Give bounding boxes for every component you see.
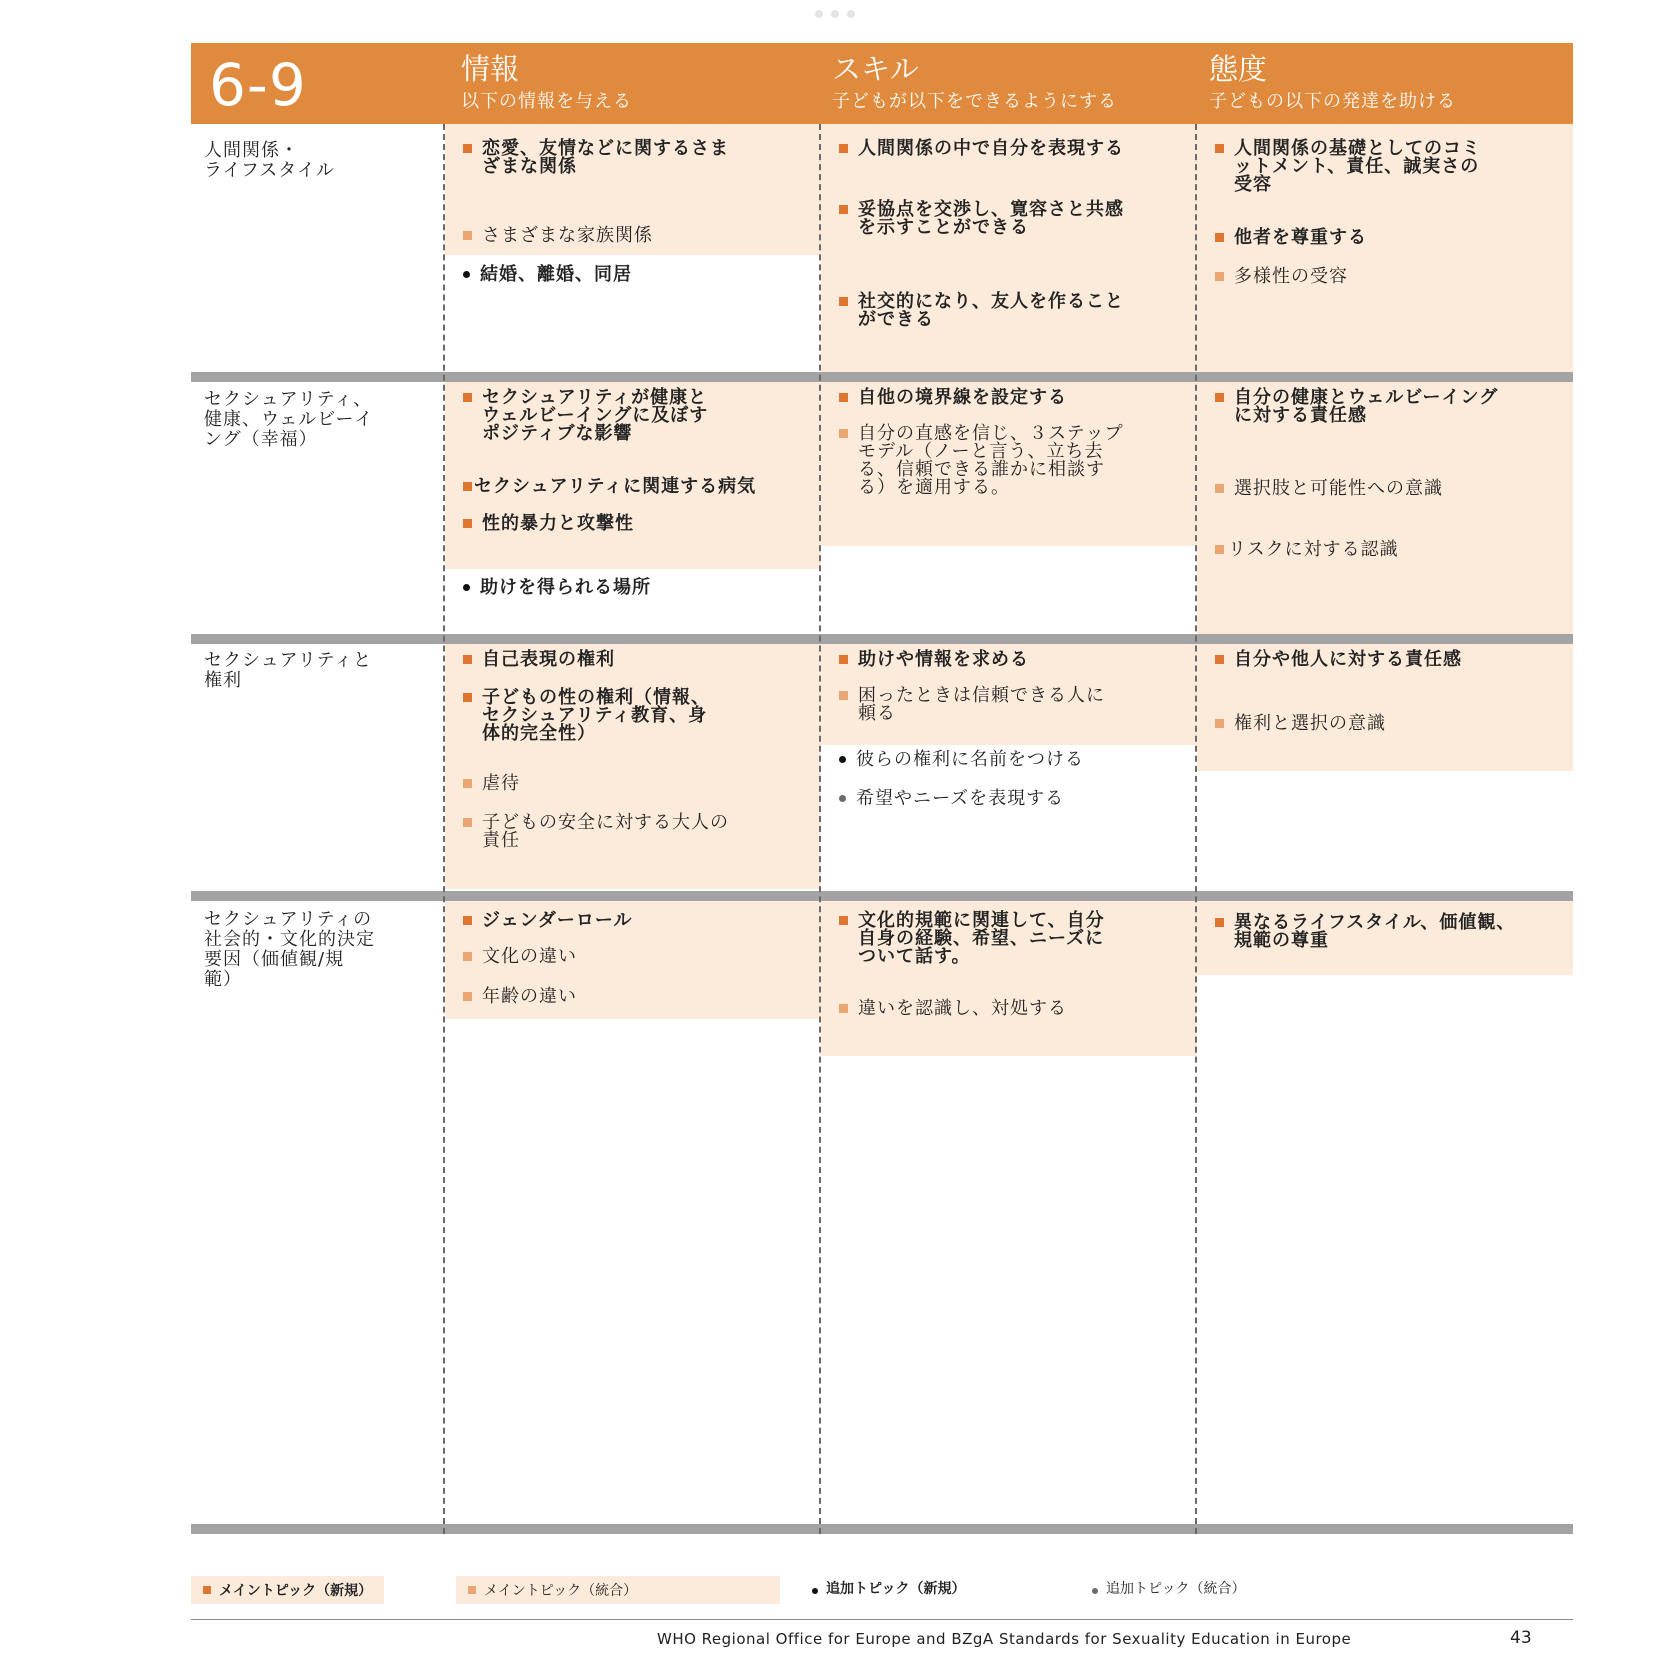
main-topic-new-marker: [839, 297, 848, 306]
list-item: さまざまな家族関係: [463, 227, 808, 245]
main-topic-new-marker: [463, 655, 472, 664]
main-topic-integrated-marker: [463, 231, 472, 240]
main-topic-new-marker: [463, 693, 472, 702]
main-topic-new-marker: [839, 916, 848, 925]
main-topic-new-marker: [203, 1586, 211, 1594]
list-item: 性的暴力と攻撃性: [463, 515, 808, 533]
column-divider: [819, 124, 821, 1534]
main-topic-new-marker: [463, 482, 472, 491]
main-topic-integrated-marker: [1215, 719, 1224, 728]
list-item: 妥協点を交渉し、寛容さと共感 を示すことができる: [839, 201, 1189, 237]
category-sexuality-rights: セクシュアリティと 権利: [204, 650, 373, 691]
list-item: 他者を尊重する: [1215, 229, 1565, 247]
main-topic-integrated-marker: [463, 818, 472, 827]
category-sexuality-health-wellbeing: セクシュアリティ、 健康、ウェルビーイ ング（幸福）: [204, 389, 374, 450]
age-range: 6-9: [209, 51, 307, 119]
header-skills-subtitle: 子どもが以下をできるようにする: [832, 91, 1117, 112]
list-item: 自分の健康とウェルビーイング に対する責任感: [1215, 389, 1570, 425]
list-item: 結婚、離婚、同居: [463, 266, 808, 284]
list-item: 文化の違い: [463, 948, 808, 966]
list-item: 子どもの性の権利（情報、 セクシュアリティ教育、身 体的完全性）: [463, 689, 808, 743]
additional-topic-new-marker: [839, 756, 846, 763]
main-topic-new-marker: [1215, 233, 1224, 242]
list-item: 恋愛、友情などに関するさま ざまな関係: [463, 140, 808, 176]
table-bottom-rule: [191, 1524, 1573, 1534]
list-item: リスクに対する認識: [1215, 541, 1565, 559]
page-number: 43: [1510, 1628, 1532, 1648]
header-skills: [832, 51, 1117, 115]
main-topic-integrated-marker: [463, 952, 472, 961]
main-topic-new-marker: [1215, 655, 1224, 664]
main-topic-integrated-marker: [463, 779, 472, 788]
category-relationships-lifestyles: 人間関係・ ライフスタイル: [204, 140, 335, 181]
main-topic-new-marker: [1215, 918, 1224, 927]
header-attitudes-subtitle: 子どもの以下の発達を助ける: [1209, 91, 1456, 112]
list-item: 多様性の受容: [1215, 268, 1565, 286]
legend-main-topic-new: メイントピック（新規）: [191, 1576, 384, 1604]
list-item: 自分の直感を信じ、３ステップ モデル（ノーと言う、立ち去 る、信頼できる誰かに相談す る）を適用する。: [839, 425, 1189, 497]
list-item: 希望やニーズを表現する: [839, 790, 1189, 808]
list-item: 自分や他人に対する責任感: [1215, 651, 1565, 669]
additional-topic-new-marker: [463, 584, 470, 591]
list-item: 異なるライフスタイル、価値観、 規範の尊重: [1215, 914, 1575, 950]
list-item: 年齢の違い: [463, 988, 808, 1006]
legend-main-topic-integrated: メイントピック（統合）: [456, 1576, 780, 1604]
list-item: 違いを認識し、対処する: [839, 1000, 1189, 1018]
main-topic-new-marker: [463, 144, 472, 153]
window-handle-dots[interactable]: [815, 10, 855, 18]
header-attitudes-title: 態度: [1209, 52, 1268, 86]
main-topic-new-marker: [839, 205, 848, 214]
list-item: 自己表現の権利: [463, 651, 808, 669]
list-item: 助けや情報を求める: [839, 651, 1189, 669]
main-topic-integrated-marker: [468, 1586, 476, 1594]
header-skills-title: スキル: [832, 52, 919, 86]
list-item: セクシュアリティが健康と ウェルビーイングに及ぼす ポジティブな影響: [463, 389, 808, 443]
main-topic-integrated-marker: [463, 992, 472, 1001]
additional-topic-new-marker: [812, 1588, 818, 1594]
header-info-subtitle: 以下の情報を与える: [461, 91, 632, 112]
main-topic-new-marker: [1215, 393, 1224, 402]
header-info: [461, 51, 632, 115]
legend-additional-topic-new: 追加トピック（新規）: [812, 1574, 965, 1602]
list-item: 彼らの権利に名前をつける: [839, 751, 1189, 769]
main-topic-new-marker: [839, 144, 848, 153]
list-item: 助けを得られる場所: [463, 579, 808, 597]
list-item: 子どもの安全に対する大人の 責任: [463, 814, 808, 850]
table-header: [191, 43, 1573, 124]
footer-text: WHO Regional Office for Europe and BZgA Standards for Sexuality Education in Europe: [657, 1630, 1352, 1648]
list-item: 権利と選択の意識: [1215, 715, 1565, 733]
additional-topic-integrated-marker: [839, 795, 846, 802]
main-topic-integrated-marker: [839, 1004, 848, 1013]
main-topic-integrated-marker: [1215, 545, 1224, 554]
list-item: 人間関係の基礎としてのコミ ットメント、責任、誠実さの 受容: [1215, 140, 1565, 194]
additional-topic-new-marker: [463, 271, 470, 278]
list-item: 社交的になり、友人を作ること ができる: [839, 293, 1189, 329]
column-divider: [443, 124, 445, 1534]
row-separator: [191, 634, 1573, 644]
legend-additional-topic-integrated: 追加トピック（統合）: [1092, 1574, 1245, 1602]
main-topic-new-marker: [463, 519, 472, 528]
main-topic-new-marker: [839, 655, 848, 664]
list-item: ジェンダーロール: [463, 912, 808, 930]
main-topic-integrated-marker: [839, 429, 848, 438]
category-social-cultural-determinants: セクシュアリティの 社会的・文化的決定 要因（価値観/規 範）: [204, 909, 375, 990]
list-item: 文化的規範に関連して、自分 自身の経験、希望、ニーズに ついて話す。: [839, 912, 1189, 966]
column-divider: [1195, 124, 1197, 1534]
main-topic-integrated-marker: [1215, 484, 1224, 493]
main-topic-new-marker: [463, 393, 472, 402]
cell-bg: [445, 644, 821, 889]
row-separator: [191, 891, 1573, 901]
header-attitudes: [1209, 51, 1456, 115]
additional-topic-integrated-marker: [1092, 1588, 1098, 1594]
cell-bg: [821, 124, 1197, 372]
list-item: 虐待: [463, 775, 808, 793]
main-topic-new-marker: [839, 393, 848, 402]
list-item: セクシュアリティに関連する病気: [463, 478, 821, 496]
main-topic-new-marker: [1215, 144, 1224, 153]
main-topic-integrated-marker: [839, 691, 848, 700]
row-separator: [191, 372, 1573, 382]
list-item: 選択肢と可能性への意識: [1215, 480, 1565, 498]
footer-rule: [191, 1619, 1573, 1620]
list-item: 自他の境界線を設定する: [839, 389, 1189, 407]
header-info-title: 情報: [461, 52, 520, 86]
main-topic-new-marker: [463, 916, 472, 925]
list-item: 人間関係の中で自分を表現する: [839, 140, 1189, 158]
list-item: 困ったときは信頼できる人に 頼る: [839, 687, 1189, 723]
main-topic-integrated-marker: [1215, 272, 1224, 281]
